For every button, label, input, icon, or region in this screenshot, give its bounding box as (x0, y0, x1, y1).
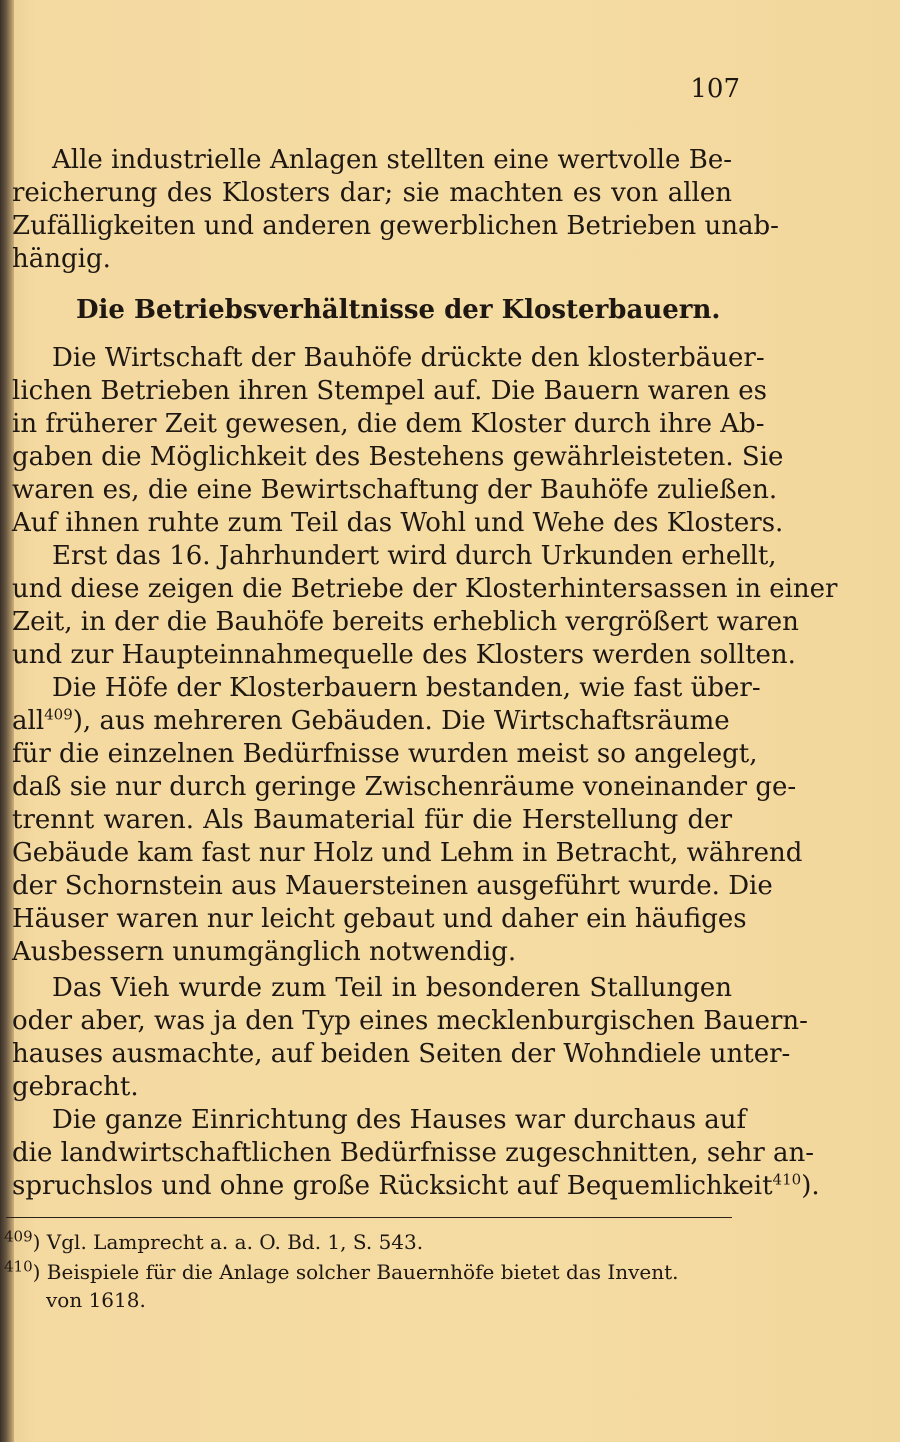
text-line: Häuser waren nur leicht gebaut und daher ein häufiges (12, 904, 747, 934)
footnote-text: ) Beispiele für die Anlage solcher Bauernhöfe bietet das Invent. (32, 1260, 679, 1284)
text-fragment: ), aus mehreren Gebäuden. Die Wirtschaftsräume (72, 706, 730, 736)
text-line: Die Höfe der Klosterbauern bestanden, wie fast über- (52, 673, 761, 703)
text-fragment: spruchslos und ohne große Rücksicht auf Bequemlichkeit (12, 1171, 773, 1201)
text-line: gaben die Möglichkeit des Bestehens gewährleisteten. Sie (12, 442, 784, 472)
footnote-continuation: von 1618. (46, 1288, 146, 1312)
text-line: lichen Betrieben ihren Stempel auf. Die Bauern waren es (12, 376, 768, 406)
text-line: die landwirtschaftlichen Bedürfnisse zugeschnitten, sehr an- (12, 1138, 815, 1168)
text-line: waren es, die eine Bewirtschaftung der Bauhöfe zuließen. (12, 475, 778, 505)
text-line: hängig. (12, 244, 111, 274)
text-line: Alle industrielle Anlagen stellten eine wertvolle Be- (52, 145, 732, 175)
text-line: gebracht. (12, 1072, 139, 1102)
footnote-ref: 409 (44, 705, 73, 724)
text-line: Ausbessern unumgänglich notwendig. (12, 937, 517, 967)
text-line-with-footnote-ref (12, 705, 732, 738)
text-line: Zeit, in der die Bauhöfe bereits erheblich vergrößert waren (12, 607, 799, 637)
footnote-ref: 410 (772, 1170, 802, 1189)
text-line: Auf ihnen ruhte zum Teil das Wohl und Wehe des Klosters. (12, 508, 784, 538)
text-line: daß sie nur durch geringe Zwischenräume voneinander ge- (12, 772, 797, 802)
section-heading: Die Betriebsverhältnisse der Klosterbauern. (76, 295, 721, 325)
footnote-rule (6, 1217, 732, 1218)
text-line: Gebäude kam fast nur Holz und Lehm in Betracht, während (12, 838, 803, 868)
text-fragment: ). (801, 1171, 820, 1201)
text-line: reicherung des Klosters dar; sie machten es von allen (12, 178, 732, 208)
page-number: 107 (690, 74, 740, 104)
footnote-number: 409 (4, 1227, 33, 1246)
text-line: trennt waren. Als Baumaterial für die Herstellung der (12, 805, 732, 835)
text-line: der Schornstein aus Mauersteinen ausgeführt wurde. Die (12, 871, 773, 901)
text-line: hauses ausmachte, auf beiden Seiten der Wohndiele unter- (12, 1039, 791, 1069)
text-line: in früherer Zeit gewesen, die dem Kloster durch ihre Ab- (12, 409, 765, 439)
text-line: und diese zeigen die Betriebe der Klosterhintersassen in einer (12, 574, 838, 604)
text-line: Das Vieh wurde zum Teil in besonderen Stallungen (52, 973, 732, 1003)
footnote-410 (4, 1258, 679, 1286)
footnote-text: ) Vgl. Lamprecht a. a. O. Bd. 1, S. 543. (32, 1230, 424, 1254)
text-line: Zufälligkeiten und anderen gewerblichen Betrieben unab- (12, 211, 779, 241)
text-fragment: all (12, 706, 45, 736)
text-line: für die einzelnen Bedürfnisse wurden meist so angelegt, (12, 739, 758, 769)
footnote-number: 410 (4, 1257, 33, 1276)
text-line: Die ganze Einrichtung des Hauses war durchaus auf (52, 1105, 747, 1135)
text-line-with-footnote-ref (12, 1170, 820, 1203)
text-line: und zur Haupteinnahmequelle des Klosters werden sollten. (12, 640, 796, 670)
footnote-409 (4, 1228, 423, 1256)
text-line: Die Wirtschaft der Bauhöfe drückte den klosterbäuer- (52, 343, 765, 373)
text-line: Erst das 16. Jahrhundert wird durch Urkunden erhellt, (52, 541, 777, 571)
text-line: oder aber, was ja den Typ eines mecklenburgischen Bauern- (12, 1006, 808, 1036)
